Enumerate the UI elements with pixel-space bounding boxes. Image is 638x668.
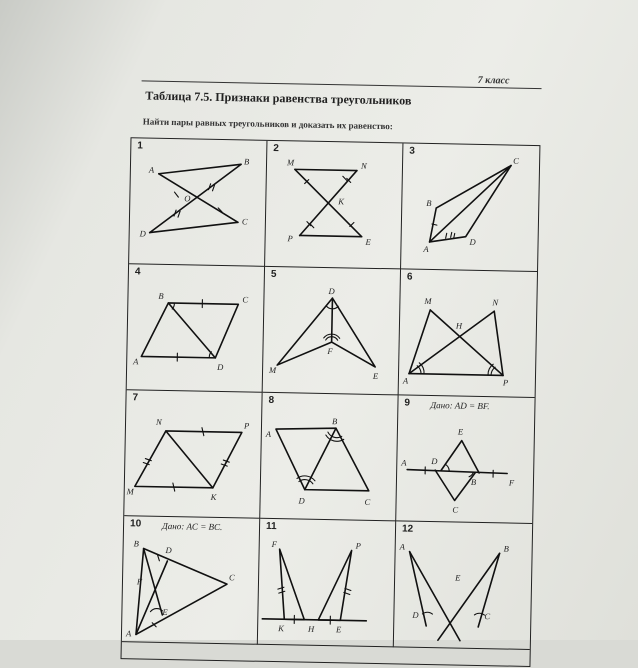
figure-cell-10	[122, 516, 260, 645]
point-label: K	[210, 492, 218, 502]
point-label: A	[148, 165, 155, 175]
figures-table	[120, 137, 540, 667]
point-label: P	[502, 377, 508, 387]
figure-number: 11	[266, 521, 277, 532]
point-label: A	[422, 244, 429, 254]
point-label: N	[491, 297, 499, 307]
point-label: C	[484, 611, 490, 621]
figure-number: 7	[132, 392, 138, 403]
point-label: D	[216, 362, 224, 372]
grade-label: 7 класс	[478, 75, 510, 87]
point-label: D	[328, 286, 336, 296]
figure-cell-2	[265, 141, 403, 270]
figure-2-diagram	[265, 141, 403, 270]
point-label: B	[244, 156, 249, 166]
task-instruction: Найти пары равных треугольников и доказать их равенство:	[143, 116, 393, 131]
point-label: A	[125, 628, 132, 638]
figure-number: 6	[407, 272, 413, 283]
point-label: O	[184, 193, 190, 203]
point-label: A	[399, 541, 406, 551]
figure-6-diagram	[399, 269, 537, 398]
figure-5-diagram	[263, 267, 401, 396]
point-label: B	[426, 198, 431, 208]
point-label: C	[229, 572, 235, 582]
point-label: C	[513, 156, 519, 166]
point-label: A	[402, 375, 409, 385]
figure-cell-1	[129, 138, 267, 267]
page-title: Таблица 7.5. Признаки равенства треугольников	[145, 88, 411, 108]
point-label: F	[271, 539, 278, 549]
point-label: D	[430, 456, 438, 466]
figure-9-diagram	[396, 395, 534, 524]
point-label: B	[158, 291, 163, 301]
point-label: E	[364, 237, 371, 247]
point-label: M	[286, 157, 295, 167]
point-label: B	[332, 416, 337, 426]
point-label: H	[307, 624, 315, 634]
point-label: E	[335, 624, 342, 634]
point-label: F	[508, 478, 515, 488]
figure-number: 5	[271, 269, 277, 280]
point-label: F	[136, 576, 143, 586]
point-label: N	[360, 161, 368, 171]
figure-12-diagram	[394, 521, 532, 650]
figure-cell-5	[263, 267, 401, 396]
figure-number: 8	[268, 395, 274, 406]
figure-1-diagram	[129, 138, 267, 267]
figure-10-diagram	[122, 516, 260, 645]
point-label: M	[268, 365, 277, 375]
figure-3-diagram	[401, 143, 539, 272]
point-label: M	[126, 486, 135, 496]
point-label: B	[471, 477, 476, 487]
point-label: E	[372, 371, 379, 381]
point-label: H	[455, 320, 463, 330]
figure-number: 4	[135, 266, 141, 277]
figure-number: 10	[130, 518, 141, 529]
point-label: P	[243, 420, 249, 430]
point-label: A	[132, 356, 139, 366]
point-label: A	[400, 457, 407, 467]
figure-cell-6	[399, 269, 537, 398]
point-label: K	[277, 623, 285, 633]
point-label: P	[355, 541, 361, 551]
figure-cell-9	[396, 395, 534, 524]
figure-number: 9	[404, 398, 410, 409]
figure-cell-11	[258, 519, 396, 648]
point-label: B	[504, 543, 509, 553]
point-label: N	[155, 417, 163, 427]
point-label: E	[457, 427, 464, 437]
figure-number: 2	[273, 143, 279, 154]
figure-cell-7	[124, 390, 262, 519]
point-label: D	[297, 495, 305, 505]
point-label: C	[242, 216, 248, 226]
figure-cell-3	[401, 143, 539, 272]
point-label: C	[364, 497, 370, 507]
given-condition: Дано: AC = BC.	[162, 521, 222, 532]
point-label: D	[411, 610, 419, 620]
point-label: E	[161, 607, 168, 617]
figure-number: 12	[402, 524, 413, 535]
point-label: D	[165, 545, 173, 555]
point-label: E	[454, 573, 461, 583]
point-label: C	[452, 504, 458, 514]
worksheet	[108, 60, 559, 668]
figure-7-diagram	[124, 390, 262, 519]
point-label: B	[134, 538, 139, 548]
point-label: A	[265, 429, 272, 439]
given-condition: Дано: AD = BF.	[430, 400, 489, 411]
point-label: C	[242, 294, 248, 304]
point-label: D	[139, 228, 147, 238]
figure-cell-8	[260, 393, 398, 522]
point-label: P	[287, 233, 293, 243]
point-label: K	[337, 196, 345, 206]
point-label: D	[468, 237, 476, 247]
figure-11-diagram	[258, 519, 396, 648]
figure-4-diagram	[127, 264, 265, 393]
figure-8-diagram	[260, 393, 398, 522]
point-label: F	[326, 346, 333, 356]
figure-cell-12	[394, 521, 532, 650]
point-label: M	[423, 296, 432, 306]
figure-number: 3	[409, 146, 415, 157]
figure-cell-4	[127, 264, 265, 393]
figure-number: 1	[137, 140, 143, 151]
